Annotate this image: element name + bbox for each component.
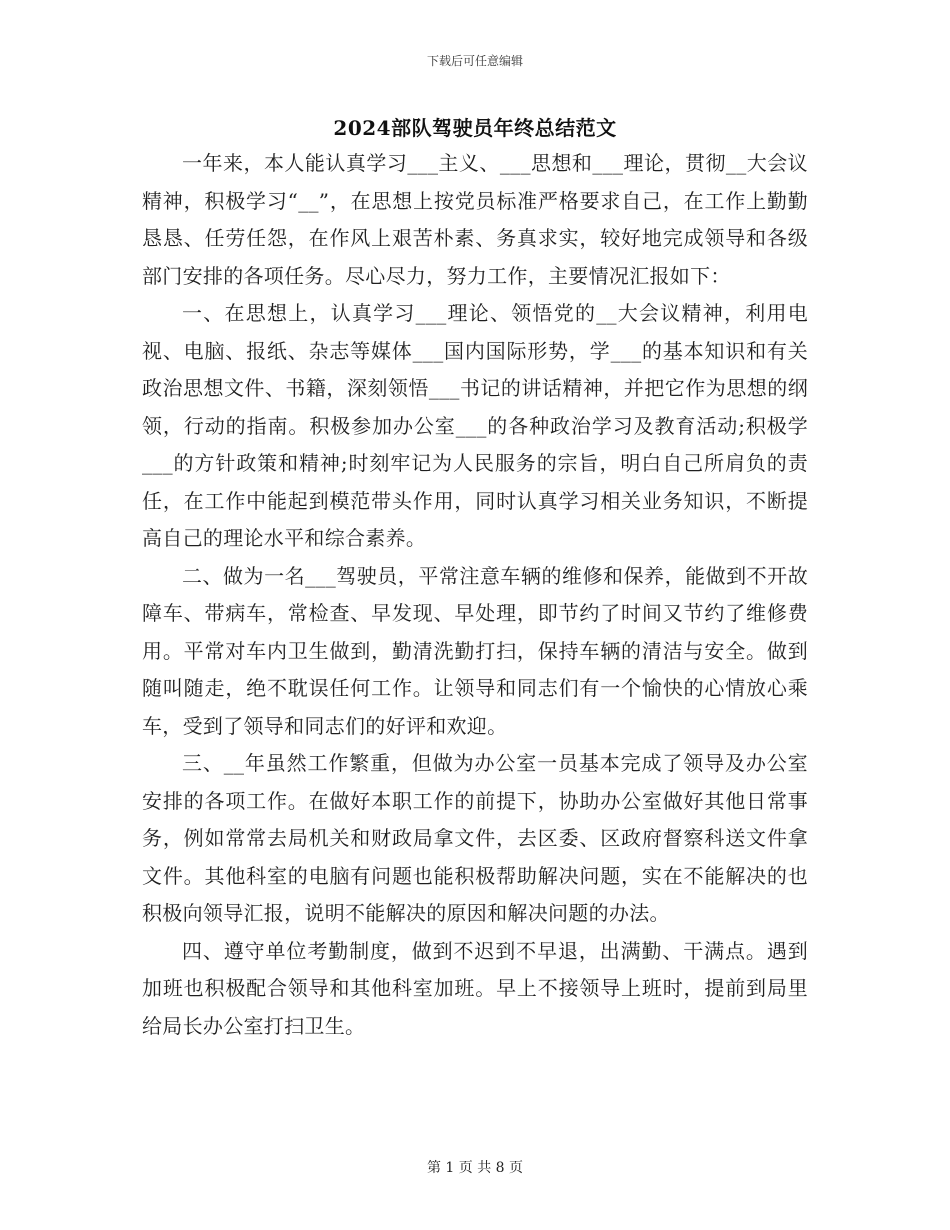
paragraph-section-2: 二、做为一名___驾驶员，平常注意车辆的维修和保养，能做到不开故障车、带病车，常检查、早发现、早处理，即节约了时间又节约了维修费用。平常对车内卫生做到，勤清洗勤打扫，保持车辆的清洁与安全。做到随叫随走，绝不耽误任何工作。让领导和同志们有一个愉快的心情放心乘车，受到了领导和同志们的好评和欢迎。 bbox=[142, 563, 808, 738]
document-body bbox=[142, 145, 808, 1045]
page-indicator: 第 1 页 共 8 页 bbox=[426, 1160, 524, 1176]
paragraph-intro: 一年来，本人能认真学习___主义、___思想和___理论，贯彻__大会议精神，积极学习“__”，在思想上按党员标准严格要求自己，在工作上勤勤恳恳、任劳任怨，在作风上艰苦朴素、务真求实，较好地完成领导和各级部门安排的各项任务。尽心尽力，努力工作，主要情况汇报如下： bbox=[142, 151, 808, 288]
header-note: 下载后可任意编辑 bbox=[426, 54, 523, 68]
document-title: 2024部队驾驶员年终总结范文 bbox=[333, 116, 617, 140]
paragraph-section-3: 三、__年虽然工作繁重，但做为办公室一员基本完成了领导及办公室安排的各项工作。在做好本职工作的前提下，协助办公室做好其他日常事务，例如常常去局机关和财政局拿文件，去区委、区政府督察科送文件拿文件。其他科室的电脑有问题也能积极帮助解决问题，实在不能解决的也积极向领导汇报，说明不能解决的原因和解决问题的办法。 bbox=[142, 751, 808, 925]
paragraph-section-1: 一、在思想上，认真学习___理论、领悟党的__大会议精神，利用电视、电脑、报纸、杂志等媒体___国内国际形势，学___的基本知识和有关政治思想文件、书籍，深刻领悟___书记的讲话精神，并把它作为思想的纲领，行动的指南。积极参加办公室___的各种政治学习及教育活动;积极学___的方针政策和精神;时刻牢记为人民服务的宗旨，明白自己所肩负的责任，在工作中能起到模范带头作用，同时认真学习相关业务知识，不断提高自己的理论水平和综合素养。 bbox=[142, 301, 808, 550]
paragraph-section-4: 四、遵守单位考勤制度，做到不迟到不早退，出满勤、干满点。遇到加班也积极配合领导和其他科室加班。早上不接领导上班时，提前到局里给局长办公室打扫卫生。 bbox=[142, 938, 808, 1038]
